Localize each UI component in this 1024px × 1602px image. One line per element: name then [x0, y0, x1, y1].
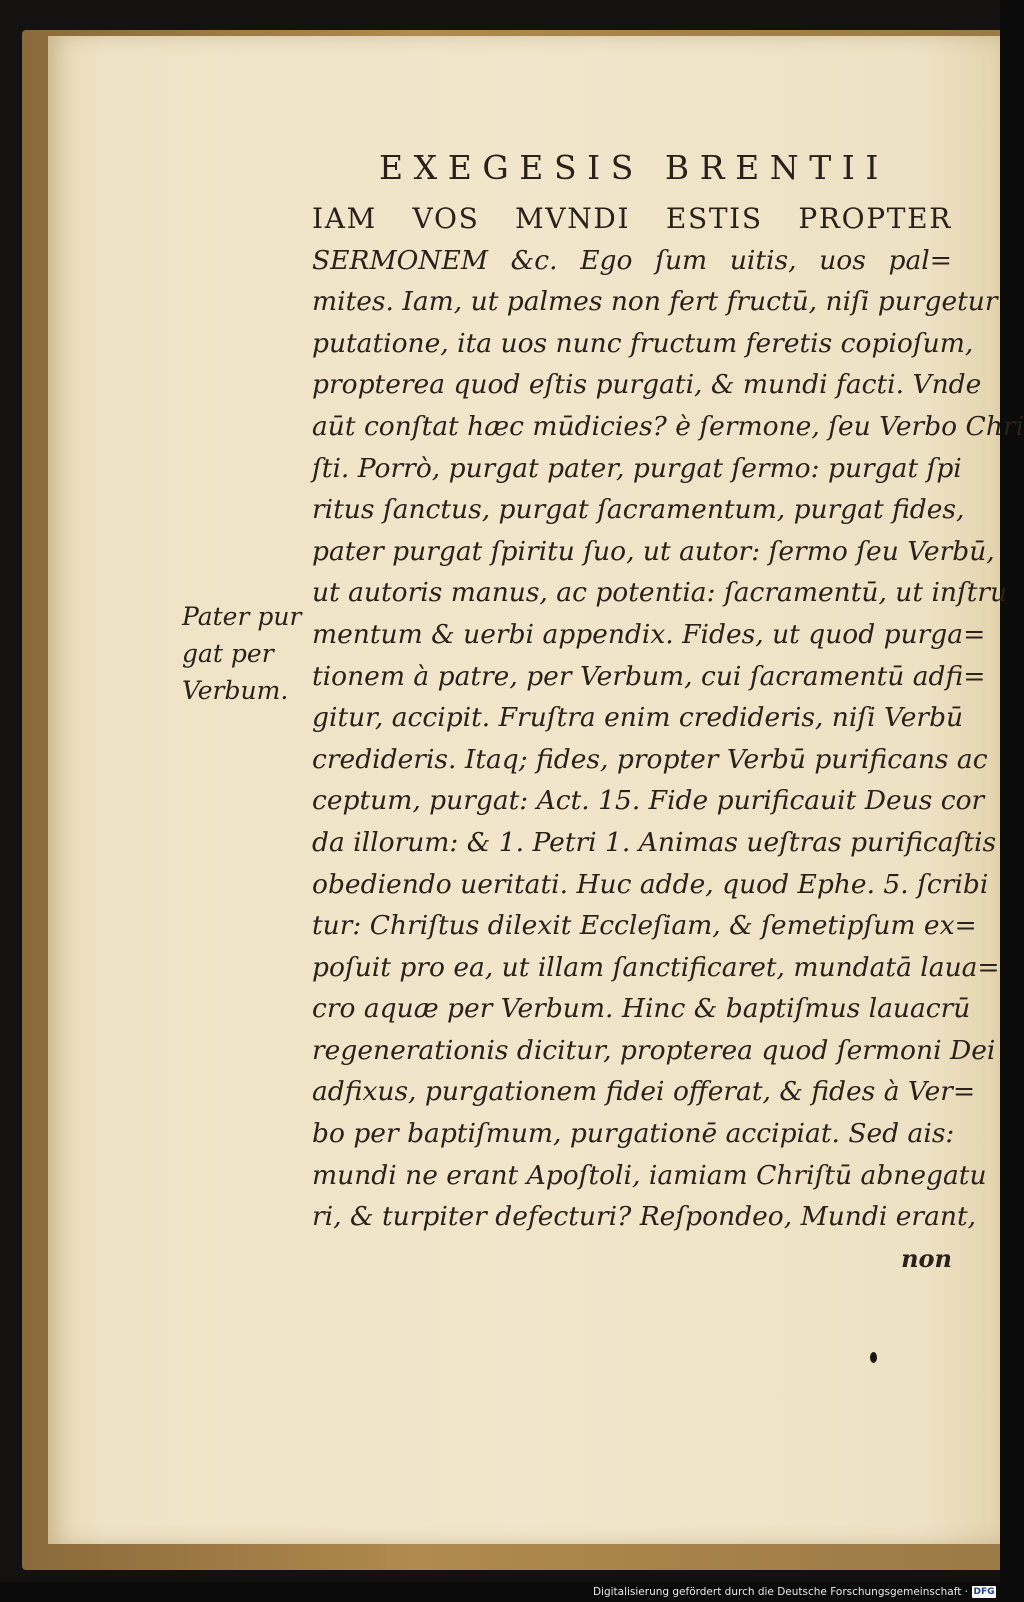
marginal-note-line: gat per [182, 639, 274, 668]
text-line: ut autoris manus, ac potentia: ſacramentū, ut inſtru [312, 577, 1008, 609]
running-head: EXEGESIS BRENTII [379, 147, 889, 187]
text-line: adfixus, purgationem fidei offerat, & fides à Ver= [312, 1076, 976, 1108]
text-line: propterea quod eſtis purgati, & mundi facti. Vnde [312, 369, 982, 401]
text-line: putatione, ita uos nunc fructum feretis copioſum, [312, 327, 974, 359]
text-line: poſuit pro ea, ut illam ſanctificaret, mundatā laua= [312, 951, 1000, 983]
footer-bar [0, 1582, 1000, 1602]
footer-credit: Digitalisierung gefördert durch die Deutsche Forschungsgemeinschaft · [592, 1586, 968, 1598]
text-line: regenerationis dicitur, propterea quod ſermoni Dei [312, 1034, 996, 1066]
text-line: mentum & uerbi appendix. Fides, ut quod purga= [312, 618, 986, 650]
text-line: obediendo ueritati. Huc adde, quod Ephe. 5. ſcribi [312, 868, 989, 900]
text-line: ritus ſanctus, purgat ſacramentum, purgat fides, [312, 494, 965, 526]
text-line: ſti. Porrò, purgat pater, purgat ſermo: purgat ſpi [312, 452, 962, 484]
text-line: gitur, accipit. Fruſtra enim credideris, niſi Verbū [312, 702, 964, 734]
dfg-logo[interactable]: DFG [973, 1587, 995, 1597]
text-line: ceptum, purgat: Act. 15. Fide purificauit Deus cor [312, 785, 985, 817]
ink-spot [870, 1352, 877, 1363]
text-line: cro aquæ per Verbum. Hinc & baptiſmus lauacrū [312, 993, 971, 1025]
text-line: IAM VOS MVNDI ESTIS PROPTER [312, 202, 952, 235]
marginal-note-line: Pater pur [182, 602, 302, 631]
text-line: pater purgat ſpiritu ſuo, ut autor: ſermo ſeu Verbū, [312, 535, 995, 567]
main-text-block [312, 198, 1024, 1279]
catchword: non [901, 1243, 952, 1273]
text-line: mundi ne erant Apoſtoli, iamiam Chriſtū abnegatu [312, 1159, 987, 1191]
page-header [324, 142, 944, 192]
text-line: mites. Iam, ut palmes non fert fructū, niſi purgetur [312, 286, 998, 318]
text-line: ri, & turpiter defecturi? Reſpondeo, Mundi erant, [312, 1201, 977, 1233]
text-line: bo per baptiſmum, purgationē accipiat. Sed ais: [312, 1118, 955, 1150]
marginal-note-line: Verbum. [182, 676, 289, 705]
text-line: SERMONEM &c. Ego ſum uitis, uos pal= [312, 244, 952, 276]
text-line: da illorum: & 1. Petri 1. Animas ueſtras purificaſtis [312, 826, 997, 858]
marginal-note [182, 598, 312, 709]
text-line: tionem à patre, per Verbum, cui ſacramentū adfi= [312, 660, 986, 692]
text-line: tur: Chriſtus dilexit Eccleſiam, & ſemetipſum ex= [312, 910, 977, 942]
text-line: credideris. Itaq; fides, propter Verbū purificans ac [312, 743, 988, 775]
text-line: aūt conſtat hæc mūdicies? è ſermone, ſeu Verbo Chri [312, 410, 1024, 442]
